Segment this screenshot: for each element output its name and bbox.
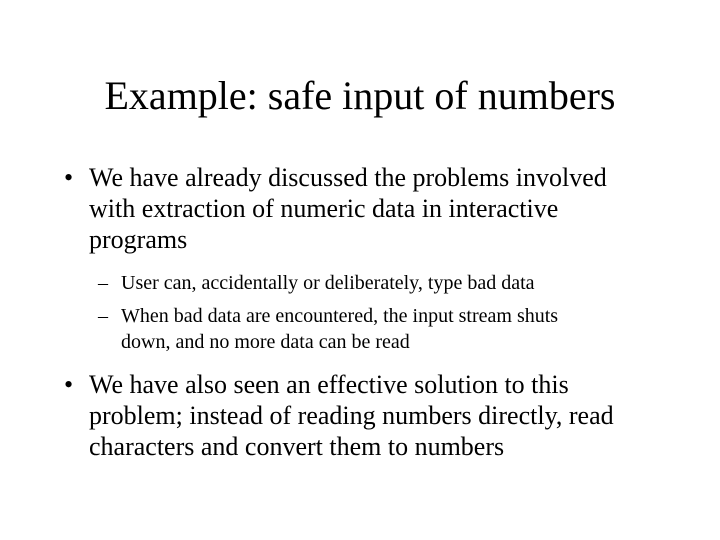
bullet-line: programs (89, 225, 188, 254)
bullet-line: We have also seen an effective solution to this (89, 370, 569, 399)
bullet-line: with extraction of numeric data in interactive (89, 194, 559, 223)
bullet-marker: • (64, 370, 74, 399)
sub-bullet-line: down, and no more data can be read (121, 331, 410, 353)
slide-title: Example: safe input of numbers (104, 73, 616, 118)
bullet-line: characters and convert them to numbers (89, 432, 505, 461)
sub-bullet-text (121, 303, 558, 355)
sub-bullet-line: When bad data are encountered, the input stream shuts (121, 305, 559, 327)
sub-bullet-text (121, 270, 535, 296)
sub-bullet-line: User can, accidentally or deliberately, type bad data (121, 272, 535, 294)
bullet-text (89, 162, 607, 255)
bullet-text (89, 369, 614, 462)
bullet-line: We have already discussed the problems involved (89, 163, 607, 192)
bullet-line: problem; instead of reading numbers directly, read (89, 401, 614, 430)
sub-bullet-marker: – (98, 305, 108, 327)
sub-bullet-marker: – (98, 272, 108, 294)
bullet-marker: • (64, 163, 74, 192)
